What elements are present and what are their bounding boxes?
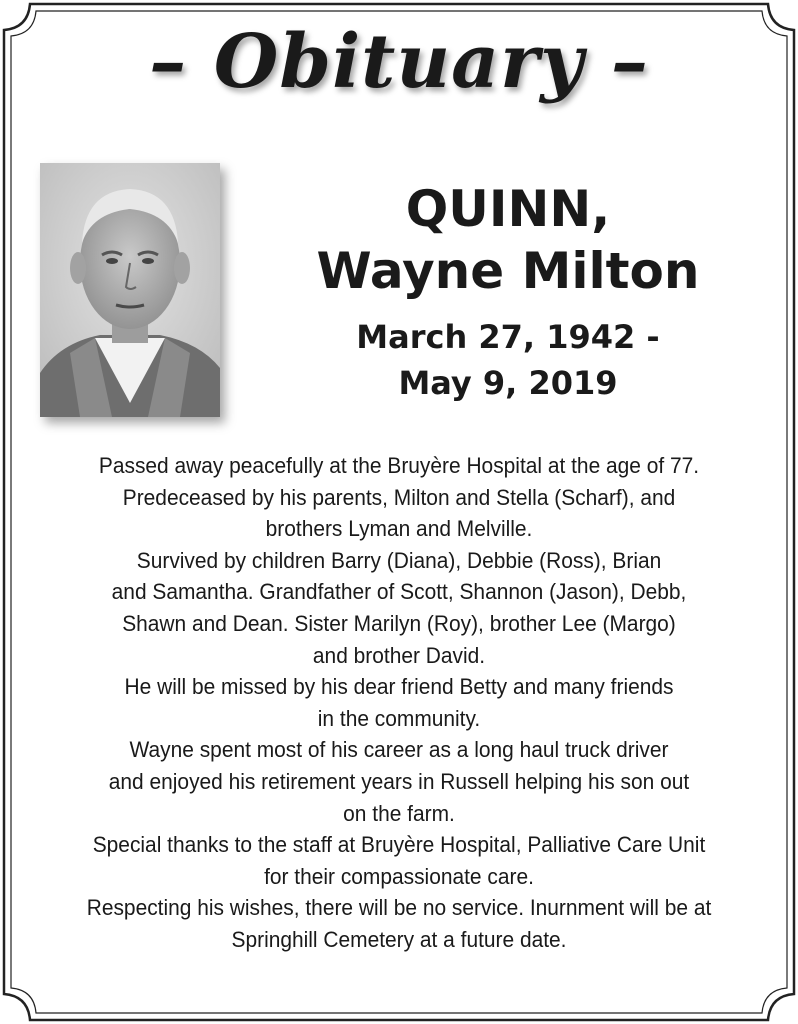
text-line: and Samantha. Grandfather of Scott, Shannon (Jason), Debb,: [111, 579, 687, 605]
text-line: Springhill Cemetery at a future date.: [231, 926, 567, 952]
obituary-heading: – Obituary –: [149, 19, 649, 105]
text-line: Shawn and Dean. Sister Marilyn (Roy), brother Lee (Margo): [122, 610, 676, 636]
given-names: Wayne Milton: [316, 242, 700, 300]
text-line: Wayne spent most of his career as a long haul truck driver: [129, 737, 669, 763]
text-line: Passed away peacefully at the Bruyère Hospital at the age of 77.: [98, 453, 700, 478]
text-line: in the community.: [317, 705, 481, 731]
text-line: and enjoyed his retirement years in Russell helping his son out: [108, 768, 690, 794]
text-line: He will be missed by his dear friend Betty and many friends: [124, 674, 674, 700]
text-line: Predeceased by his parents, Milton and Stella (Scharf), and: [122, 484, 676, 510]
text-line: brothers Lyman and Melville.: [265, 516, 533, 542]
text-line: and brother David.: [312, 642, 486, 668]
birth-date: March 27, 1942 -: [356, 318, 660, 356]
portrait-illustration: [40, 163, 220, 417]
death-date: May 9, 2019: [398, 364, 618, 402]
text-line: Respecting his wishes, there will be no service. Inurnment will be at: [86, 895, 712, 921]
text-line: on the farm.: [343, 800, 455, 826]
name-and-dates: [238, 178, 778, 406]
portrait-photo: [40, 163, 220, 417]
obituary-text: [47, 450, 752, 956]
text-line: Survived by children Barry (Diana), Debbie (Ross), Brian: [136, 547, 662, 573]
text-line: for their compassionate care.: [264, 863, 534, 889]
text-line: Special thanks to the staff at Bruyère Hospital, Palliative Care Unit: [92, 832, 706, 858]
surname: QUINN,: [405, 180, 611, 238]
